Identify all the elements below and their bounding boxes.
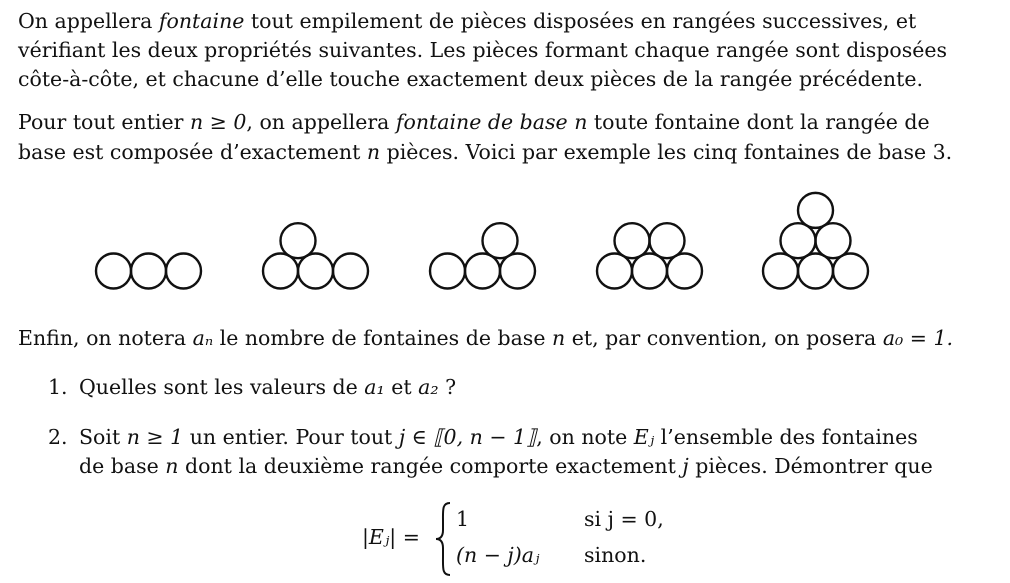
fountains-figure: [0, 176, 1010, 296]
left-brace: [434, 500, 454, 578]
coin: [166, 254, 201, 289]
case-2-condition: sinon.: [584, 543, 647, 567]
text: base est composée d’exactement: [18, 140, 367, 164]
math: n: [366, 140, 381, 164]
fountain-1: [96, 254, 201, 289]
text: Enfin, on notera: [18, 326, 193, 350]
coin: [798, 193, 833, 228]
coin: [650, 223, 685, 258]
text: un entier. Pour tout: [183, 425, 399, 449]
math: Eⱼ: [633, 425, 655, 449]
coin: [333, 254, 368, 289]
fountain-5: [763, 193, 868, 289]
coin: [798, 254, 833, 289]
case-1-condition: si j = 0,: [584, 507, 664, 531]
coin: [816, 223, 851, 258]
fountain-3: [430, 223, 535, 288]
coin: [131, 254, 166, 289]
paragraph-1-line-1: [18, 8, 916, 35]
math: n ≥ 0: [189, 110, 247, 134]
coin: [483, 223, 518, 258]
math: j: [682, 454, 689, 478]
coin: [96, 254, 131, 289]
math: j ∈ ⟦0, n − 1⟧: [398, 425, 537, 449]
math: aₙ: [192, 326, 214, 350]
text: ?: [438, 375, 457, 399]
text: et, par convention, on posera: [565, 326, 883, 350]
math: n ≥ 1: [126, 425, 184, 449]
coin: [597, 254, 632, 289]
fountain-2: [263, 223, 368, 288]
text: de base: [79, 454, 166, 478]
case-2-value: (n − j)aⱼ: [456, 543, 540, 567]
text: On appellera: [18, 9, 159, 33]
text: l’ensemble des fontaines: [654, 425, 918, 449]
paragraph-3: [18, 325, 953, 352]
paragraph-2-line-1: [18, 109, 930, 136]
math: a₂: [418, 375, 439, 399]
coin: [781, 223, 816, 258]
text: Soit: [79, 425, 127, 449]
case-1-value: 1: [456, 507, 470, 531]
equation-lhs: |Eⱼ| =: [362, 525, 420, 549]
math: n: [551, 326, 566, 350]
question-1-number: 1.: [48, 375, 68, 399]
paragraph-1-line-2: vérifiant les deux propriétés suivantes. Les pièces formant chaque rangée sont disposées: [18, 38, 948, 62]
coin: [298, 254, 333, 289]
text: pièces. Démontrer que: [688, 454, 933, 478]
coin: [632, 254, 667, 289]
coin: [615, 223, 650, 258]
coin: [763, 254, 798, 289]
question-2-line-1: [79, 424, 918, 451]
math: a₀ = 1.: [882, 326, 954, 350]
text: Pour tout entier: [18, 110, 190, 134]
math: n: [165, 454, 179, 478]
math: a₁: [364, 375, 385, 399]
coin: [667, 254, 702, 289]
term-fontaine-de-base: fontaine de base n: [395, 110, 588, 134]
question-1: [79, 374, 456, 401]
coin: [263, 254, 298, 289]
text: , on appellera: [246, 110, 396, 134]
coin: [430, 254, 465, 289]
coin: [500, 254, 535, 289]
text: Quelles sont les valeurs de: [79, 375, 365, 399]
paragraph-2-line-2: [18, 139, 952, 166]
coin: [833, 254, 868, 289]
coin: [465, 254, 500, 289]
term-fontaine: fontaine: [158, 9, 245, 33]
text: le nombre de fontaines de base: [213, 326, 552, 350]
coin: [281, 223, 316, 258]
text: pièces. Voici par exemple les cinq fontaines de base 3.: [380, 140, 953, 164]
paragraph-1-line-3: côte-à-côte, et chacune d’elle touche exactement deux pièces de la rangée précédente.: [18, 67, 923, 91]
text: toute fontaine dont la rangée de: [587, 110, 930, 134]
text: , on note: [536, 425, 634, 449]
question-2-number: 2.: [48, 425, 68, 449]
fountain-4: [597, 223, 702, 288]
text: et: [384, 375, 419, 399]
text: tout empilement de pièces disposées en rangées successives, et: [244, 9, 917, 33]
question-2-line-2: [79, 453, 933, 480]
text: dont la deuxième rangée comporte exactement: [178, 454, 683, 478]
